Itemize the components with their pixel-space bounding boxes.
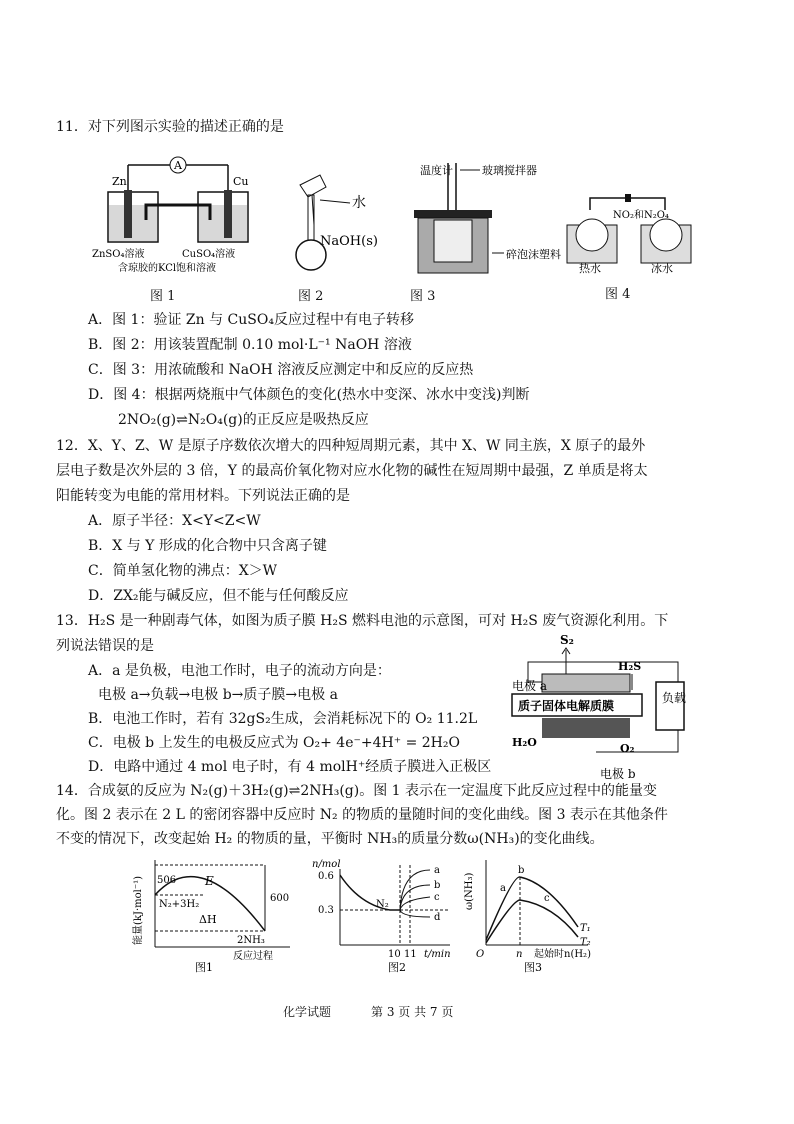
svg-text:H₂O: H₂O xyxy=(512,736,537,749)
svg-text:506: 506 xyxy=(157,875,177,886)
svg-text:0.6: 0.6 xyxy=(318,871,334,882)
q12-option-c: C．简单氢化物的沸点：X＞W xyxy=(88,563,278,579)
q13-option-a: A．a 是负极，电池工作时，电子的流动方向是： xyxy=(88,663,391,679)
q11-option-d-equation: 2NO₂(g)⇌N₂O₄(g)的正反应是吸热反应 xyxy=(118,412,369,428)
q14-stem-2: 化。图 2 表示在 2 L 的密闭容器中反应时 N₂ 的物质的量随时间的变化曲线。图 3 表示在其他条件 xyxy=(56,807,668,823)
q13-stem-2: 列说法错误的是 xyxy=(56,638,154,654)
svg-text:c: c xyxy=(544,893,550,904)
svg-text:O: O xyxy=(476,949,485,960)
svg-text:碎泡沫塑料: 碎泡沫塑料 xyxy=(506,248,561,261)
q13-option-a-path: 电极 a→负载→电极 b→质子膜→电极 a xyxy=(98,687,338,703)
svg-text:600: 600 xyxy=(270,893,290,904)
svg-text:a: a xyxy=(500,883,506,894)
svg-text:热水: 热水 xyxy=(579,262,601,275)
q11-option-b: B．图 2：用该装置配制 0.10 mol·L⁻¹ NaOH 溶液 xyxy=(88,337,412,353)
svg-text:ΔH: ΔH xyxy=(199,913,217,926)
svg-text:玻璃搅拌器: 玻璃搅拌器 xyxy=(482,164,537,177)
svg-text:图1: 图1 xyxy=(195,961,213,974)
footer-subject: 化学试题 xyxy=(283,1005,332,1019)
svg-text:A: A xyxy=(174,159,182,172)
q12-option-a: A．原子半径：X<Y<Z<W xyxy=(88,513,261,529)
q12-stem-2: 层电子数是次外层的 3 倍，Y 的最高价氧化物对应水化物的碱性在短周期中最强，Z 单质是将太 xyxy=(56,463,648,479)
svg-text:图2: 图2 xyxy=(388,961,406,974)
q13-fuel-cell-figure xyxy=(508,632,696,782)
svg-text:反应过程: 反应过程 xyxy=(233,951,273,962)
q14-stem-1: 14．合成氨的反应为 N₂(g)＋3H₂(g)⇌2NH₃(g)。图 1 表示在一定温度下此反应过程中的能量变 xyxy=(56,783,658,799)
svg-text:b: b xyxy=(518,865,525,876)
svg-text:n: n xyxy=(516,949,523,960)
svg-text:b: b xyxy=(434,880,441,891)
q12-stem-3: 阳能转变为电能的常用材料。下列说法正确的是 xyxy=(56,488,350,504)
svg-text:电极 b: 电极 b xyxy=(600,767,636,781)
q12-stem-1: 12．X、Y、Z、W 是原子序数依次增大的四种短周期元素，其中 X、W 同主族，X 原子的最外 xyxy=(56,438,646,454)
svg-text:电极 a: 电极 a xyxy=(512,679,547,693)
footer-page-number: 第 3 页 共 7 页 xyxy=(371,1005,454,1019)
svg-text:0.3: 0.3 xyxy=(318,905,334,916)
svg-text:a: a xyxy=(434,865,440,876)
svg-text:T₁: T₁ xyxy=(580,923,591,934)
q11-option-c: C．图 3：用浓硫酸和 NaOH 溶液反应测定中和反应的反应热 xyxy=(88,362,474,378)
svg-text:负载: 负载 xyxy=(662,691,687,705)
q11-option-a: A．图 1：验证 Zn 与 CuSO₄反应过程中有电子转移 xyxy=(88,312,414,328)
svg-text:H₂S: H₂S xyxy=(618,660,642,673)
q13-option-c: C．电极 b 上发生的电极反应式为 O₂+ 4e⁻+4H⁺ = 2H₂O xyxy=(88,735,460,751)
q14-stem-3: 不变的情况下，改变起始 H₂ 的物质的量，平衡时 NH₃的质量分数ω(NH₃)的变化曲线。 xyxy=(56,831,604,847)
q12-option-b: B．X 与 Y 形成的化合物中只含离子键 xyxy=(88,538,327,554)
q11-fig4 xyxy=(565,190,695,275)
svg-text:图3: 图3 xyxy=(524,961,542,974)
svg-text:质子固体电解质膜: 质子固体电解质膜 xyxy=(518,699,615,713)
svg-text:d: d xyxy=(434,912,441,923)
svg-text:N₂: N₂ xyxy=(376,899,389,910)
svg-text:起始时n(H₂): 起始时n(H₂) xyxy=(534,949,591,960)
svg-text:T₂: T₂ xyxy=(580,937,591,948)
svg-text:n/mol: n/mol xyxy=(312,859,341,870)
q12-option-d: D．ZX₂能与碱反应，但不能与任何酸反应 xyxy=(88,588,349,604)
svg-text:11: 11 xyxy=(404,949,417,960)
svg-text:Cu: Cu xyxy=(233,175,249,188)
svg-text:N₂+3H₂: N₂+3H₂ xyxy=(159,899,200,910)
fig2-caption: 图 2 xyxy=(298,289,324,304)
q14-fig3-fraction xyxy=(458,855,598,975)
svg-text:t/min: t/min xyxy=(424,949,451,960)
fig1-caption: 图 1 xyxy=(150,289,176,304)
q13-stem-1: 13．H₂S 是一种剧毒气体，如图为质子膜 H₂S 燃料电池的示意图，可对 H₂S 废气资源化利用。下 xyxy=(56,613,669,629)
svg-text:2NH₃: 2NH₃ xyxy=(237,935,265,946)
svg-text:O₂: O₂ xyxy=(620,742,635,755)
svg-text:NO₂和N₂O₄: NO₂和N₂O₄ xyxy=(613,210,669,221)
svg-text:冰水: 冰水 xyxy=(651,262,673,275)
q11-fig2 xyxy=(290,165,390,275)
svg-text:NaOH(s): NaOH(s) xyxy=(320,234,378,249)
svg-text:CuSO₄溶液: CuSO₄溶液 xyxy=(182,249,236,260)
fig3-caption: 图 3 xyxy=(410,289,436,304)
q13-option-b: B．电池工作时，若有 32gS₂生成，会消耗标况下的 O₂ 11.2L xyxy=(88,711,478,727)
q14-fig1-energy xyxy=(125,855,295,975)
svg-text:能量(kJ·mol⁻¹): 能量(kJ·mol⁻¹) xyxy=(133,875,144,945)
svg-text:ZnSO₄溶液: ZnSO₄溶液 xyxy=(92,249,145,260)
q11-fig3 xyxy=(412,158,561,276)
q13-option-d: D．电路中通过 4 mol 电子时，有 4 molH⁺经质子膜进入正极区 xyxy=(88,759,492,775)
q11-option-d: D．图 4：根据两烧瓶中气体颜色的变化(热水中变深、冰水中变浅)判断 xyxy=(88,387,530,403)
svg-text:10: 10 xyxy=(388,949,401,960)
q11-stem: 11．对下列图示实验的描述正确的是 xyxy=(56,119,284,135)
svg-text:水: 水 xyxy=(352,195,366,211)
svg-text:Zn: Zn xyxy=(112,175,127,188)
svg-text:S₂: S₂ xyxy=(560,633,574,647)
fig4-caption: 图 4 xyxy=(605,287,631,302)
svg-text:温度计: 温度计 xyxy=(420,164,453,177)
svg-text:c: c xyxy=(434,892,440,903)
svg-text:E: E xyxy=(205,874,214,888)
q14-fig2-moles xyxy=(300,855,470,975)
svg-text:含琼胶的KCl饱和溶液: 含琼胶的KCl饱和溶液 xyxy=(118,263,217,274)
svg-text:ω(NH₃): ω(NH₃) xyxy=(464,872,475,910)
q11-fig1 xyxy=(88,150,268,275)
